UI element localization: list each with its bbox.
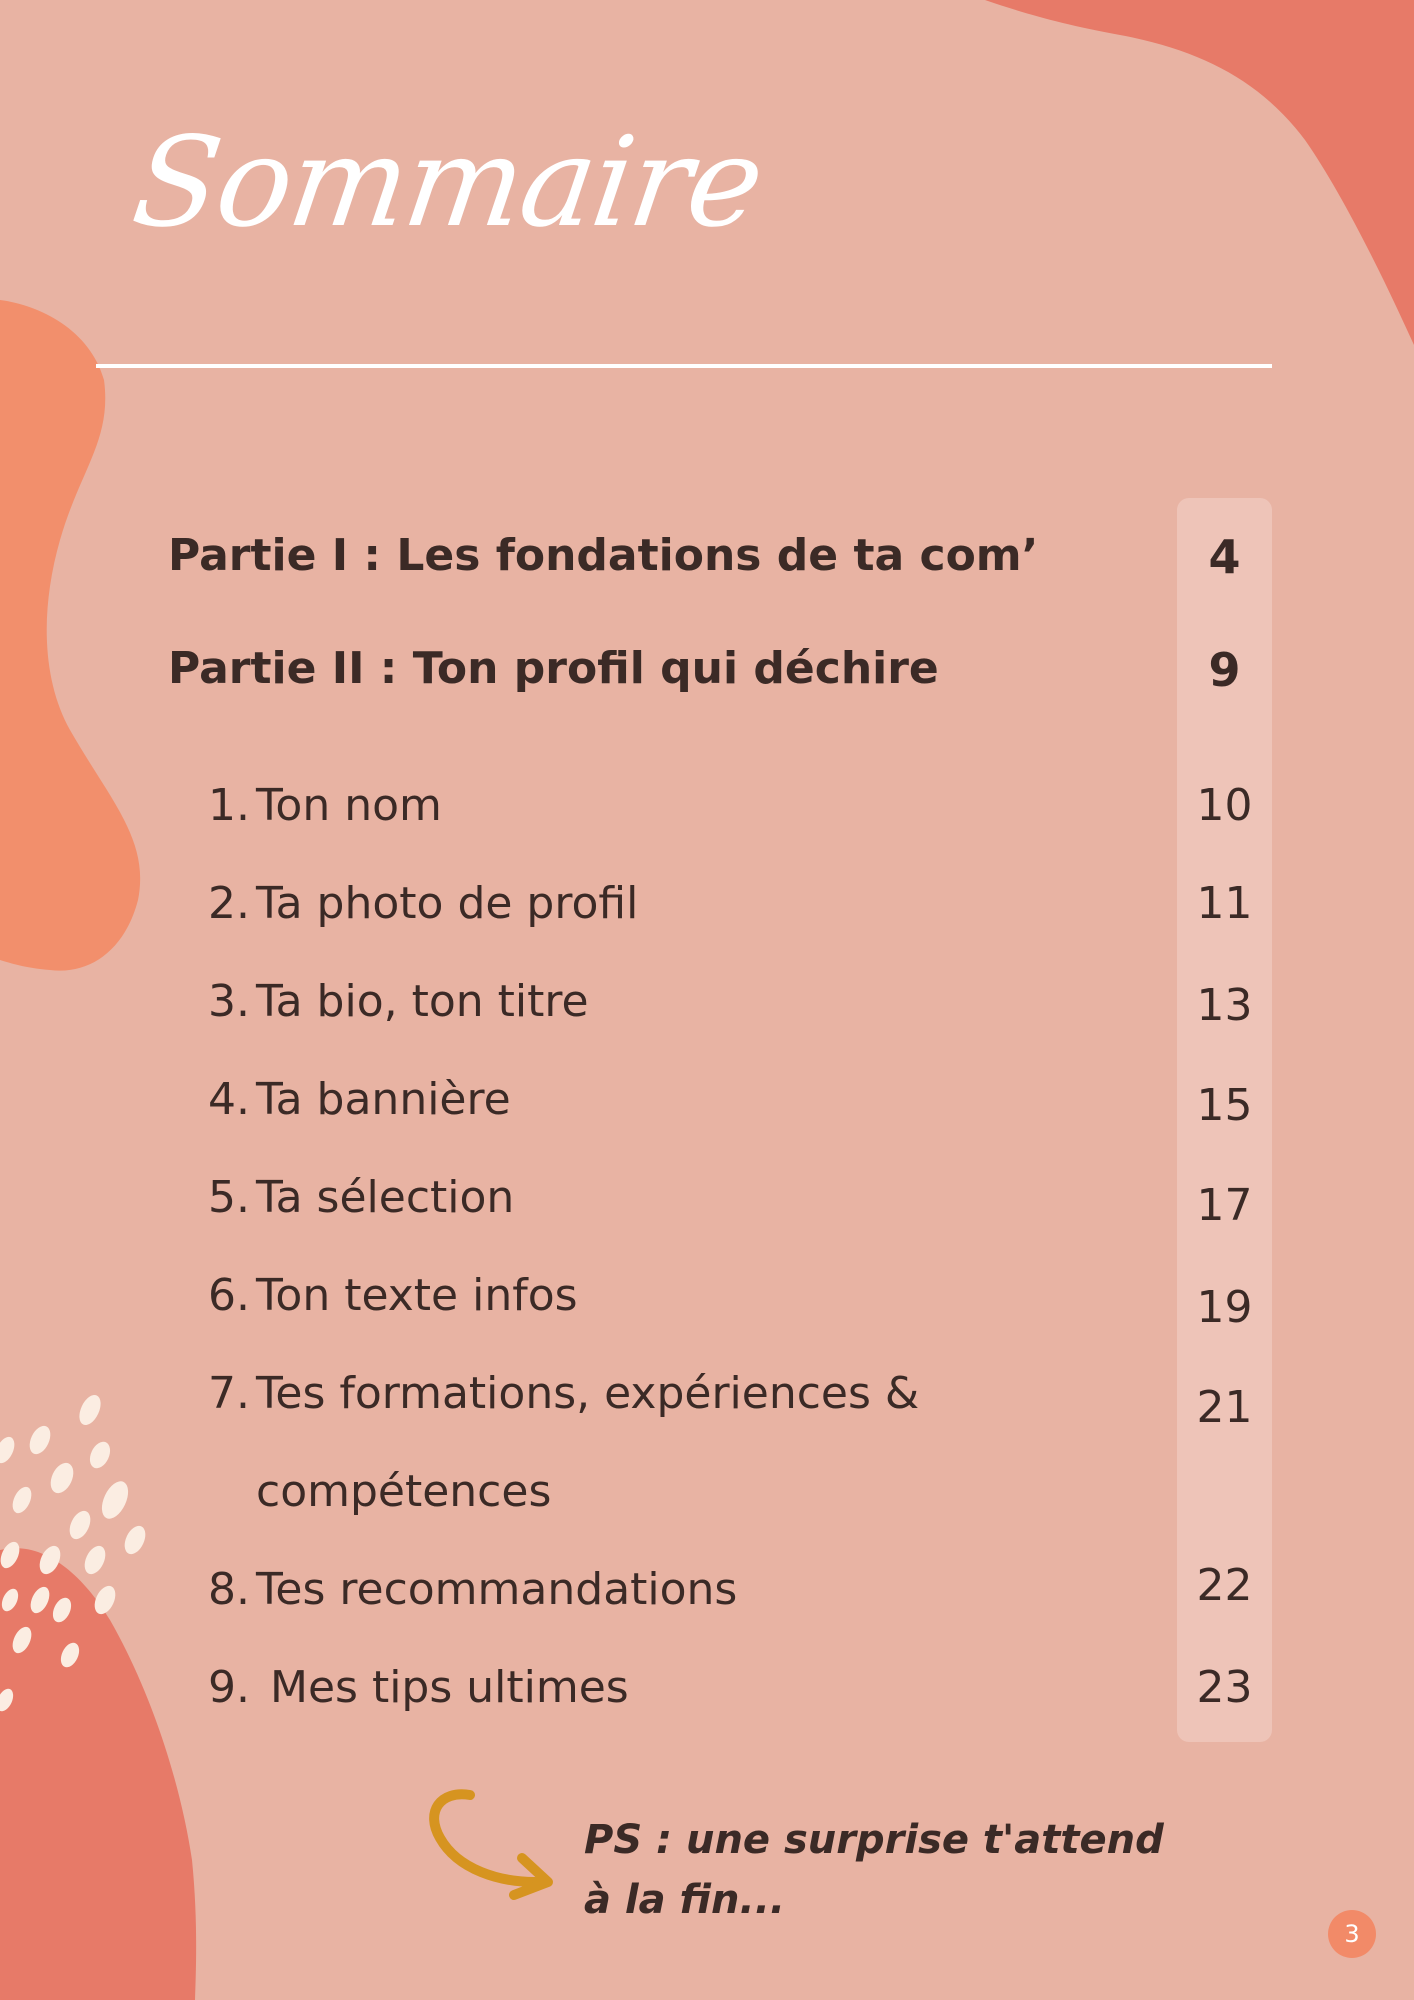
ps-note xyxy=(584,1810,1164,1930)
toc-item-8-page: 22 xyxy=(1196,1560,1253,1611)
curved-arrow-icon xyxy=(434,1794,535,1882)
toc-item-9-label: Mes tips ultimes xyxy=(270,1662,629,1713)
toc-item-5-label: Ta sélection xyxy=(256,1172,515,1223)
toc-item-7-label-line2: compétences xyxy=(256,1466,552,1517)
toc-item-4-label: Ta bannière xyxy=(256,1074,511,1125)
toc-item-2-page: 11 xyxy=(1196,878,1253,929)
toc-item-5-page: 17 xyxy=(1196,1180,1253,1231)
toc-part-1-label: Partie I : Les fondations de ta com’ xyxy=(168,530,1039,581)
toc-item-4-number: 4. xyxy=(208,1074,250,1125)
toc-item-3-label: Ta bio, ton titre xyxy=(256,976,589,1027)
toc-item-3-number: 3. xyxy=(208,976,250,1027)
toc-item-3-page: 13 xyxy=(1196,980,1253,1031)
left-orange-blob xyxy=(0,300,140,971)
toc-item-9-page: 23 xyxy=(1196,1662,1253,1713)
toc-item-7-label: Tes formations, expériences & xyxy=(256,1368,920,1419)
toc-item-1-label: Ton nom xyxy=(256,780,442,831)
toc-item-5-number: 5. xyxy=(208,1172,250,1223)
toc-item-7-page: 21 xyxy=(1196,1382,1253,1433)
toc-part-1-page: 4 xyxy=(1208,530,1241,584)
toc-item-7-number: 7. xyxy=(208,1368,250,1419)
toc-item-8-label: Tes recommandations xyxy=(256,1564,738,1615)
toc-item-6-number: 6. xyxy=(208,1270,250,1321)
toc-item-8-number: 8. xyxy=(208,1564,250,1615)
toc-part-2-label: Partie II : Ton profil qui déchire xyxy=(168,643,939,694)
toc-item-6-label: Ton texte infos xyxy=(256,1270,578,1321)
toc-item-2-number: 2. xyxy=(208,878,250,929)
toc-item-1-number: 1. xyxy=(208,780,250,831)
page-title: Sommaire xyxy=(124,111,771,255)
title-divider xyxy=(96,364,1272,368)
ps-note-line-2: à la fin... xyxy=(584,1877,786,1923)
toc-item-2-label: Ta photo de profil xyxy=(256,878,639,929)
bottom-left-blob xyxy=(0,1548,196,2000)
top-right-blob xyxy=(985,0,1414,345)
toc-item-1-page: 10 xyxy=(1196,780,1253,831)
toc-part-2-page: 9 xyxy=(1208,643,1241,697)
toc-item-6-page: 19 xyxy=(1196,1282,1253,1333)
toc-item-4-page: 15 xyxy=(1196,1080,1253,1131)
ps-note-line-1: PS : une surprise t'attend xyxy=(584,1817,1164,1863)
page-number-badge: 3 xyxy=(1328,1910,1376,1958)
toc-item-9-number: 9. xyxy=(208,1662,250,1713)
